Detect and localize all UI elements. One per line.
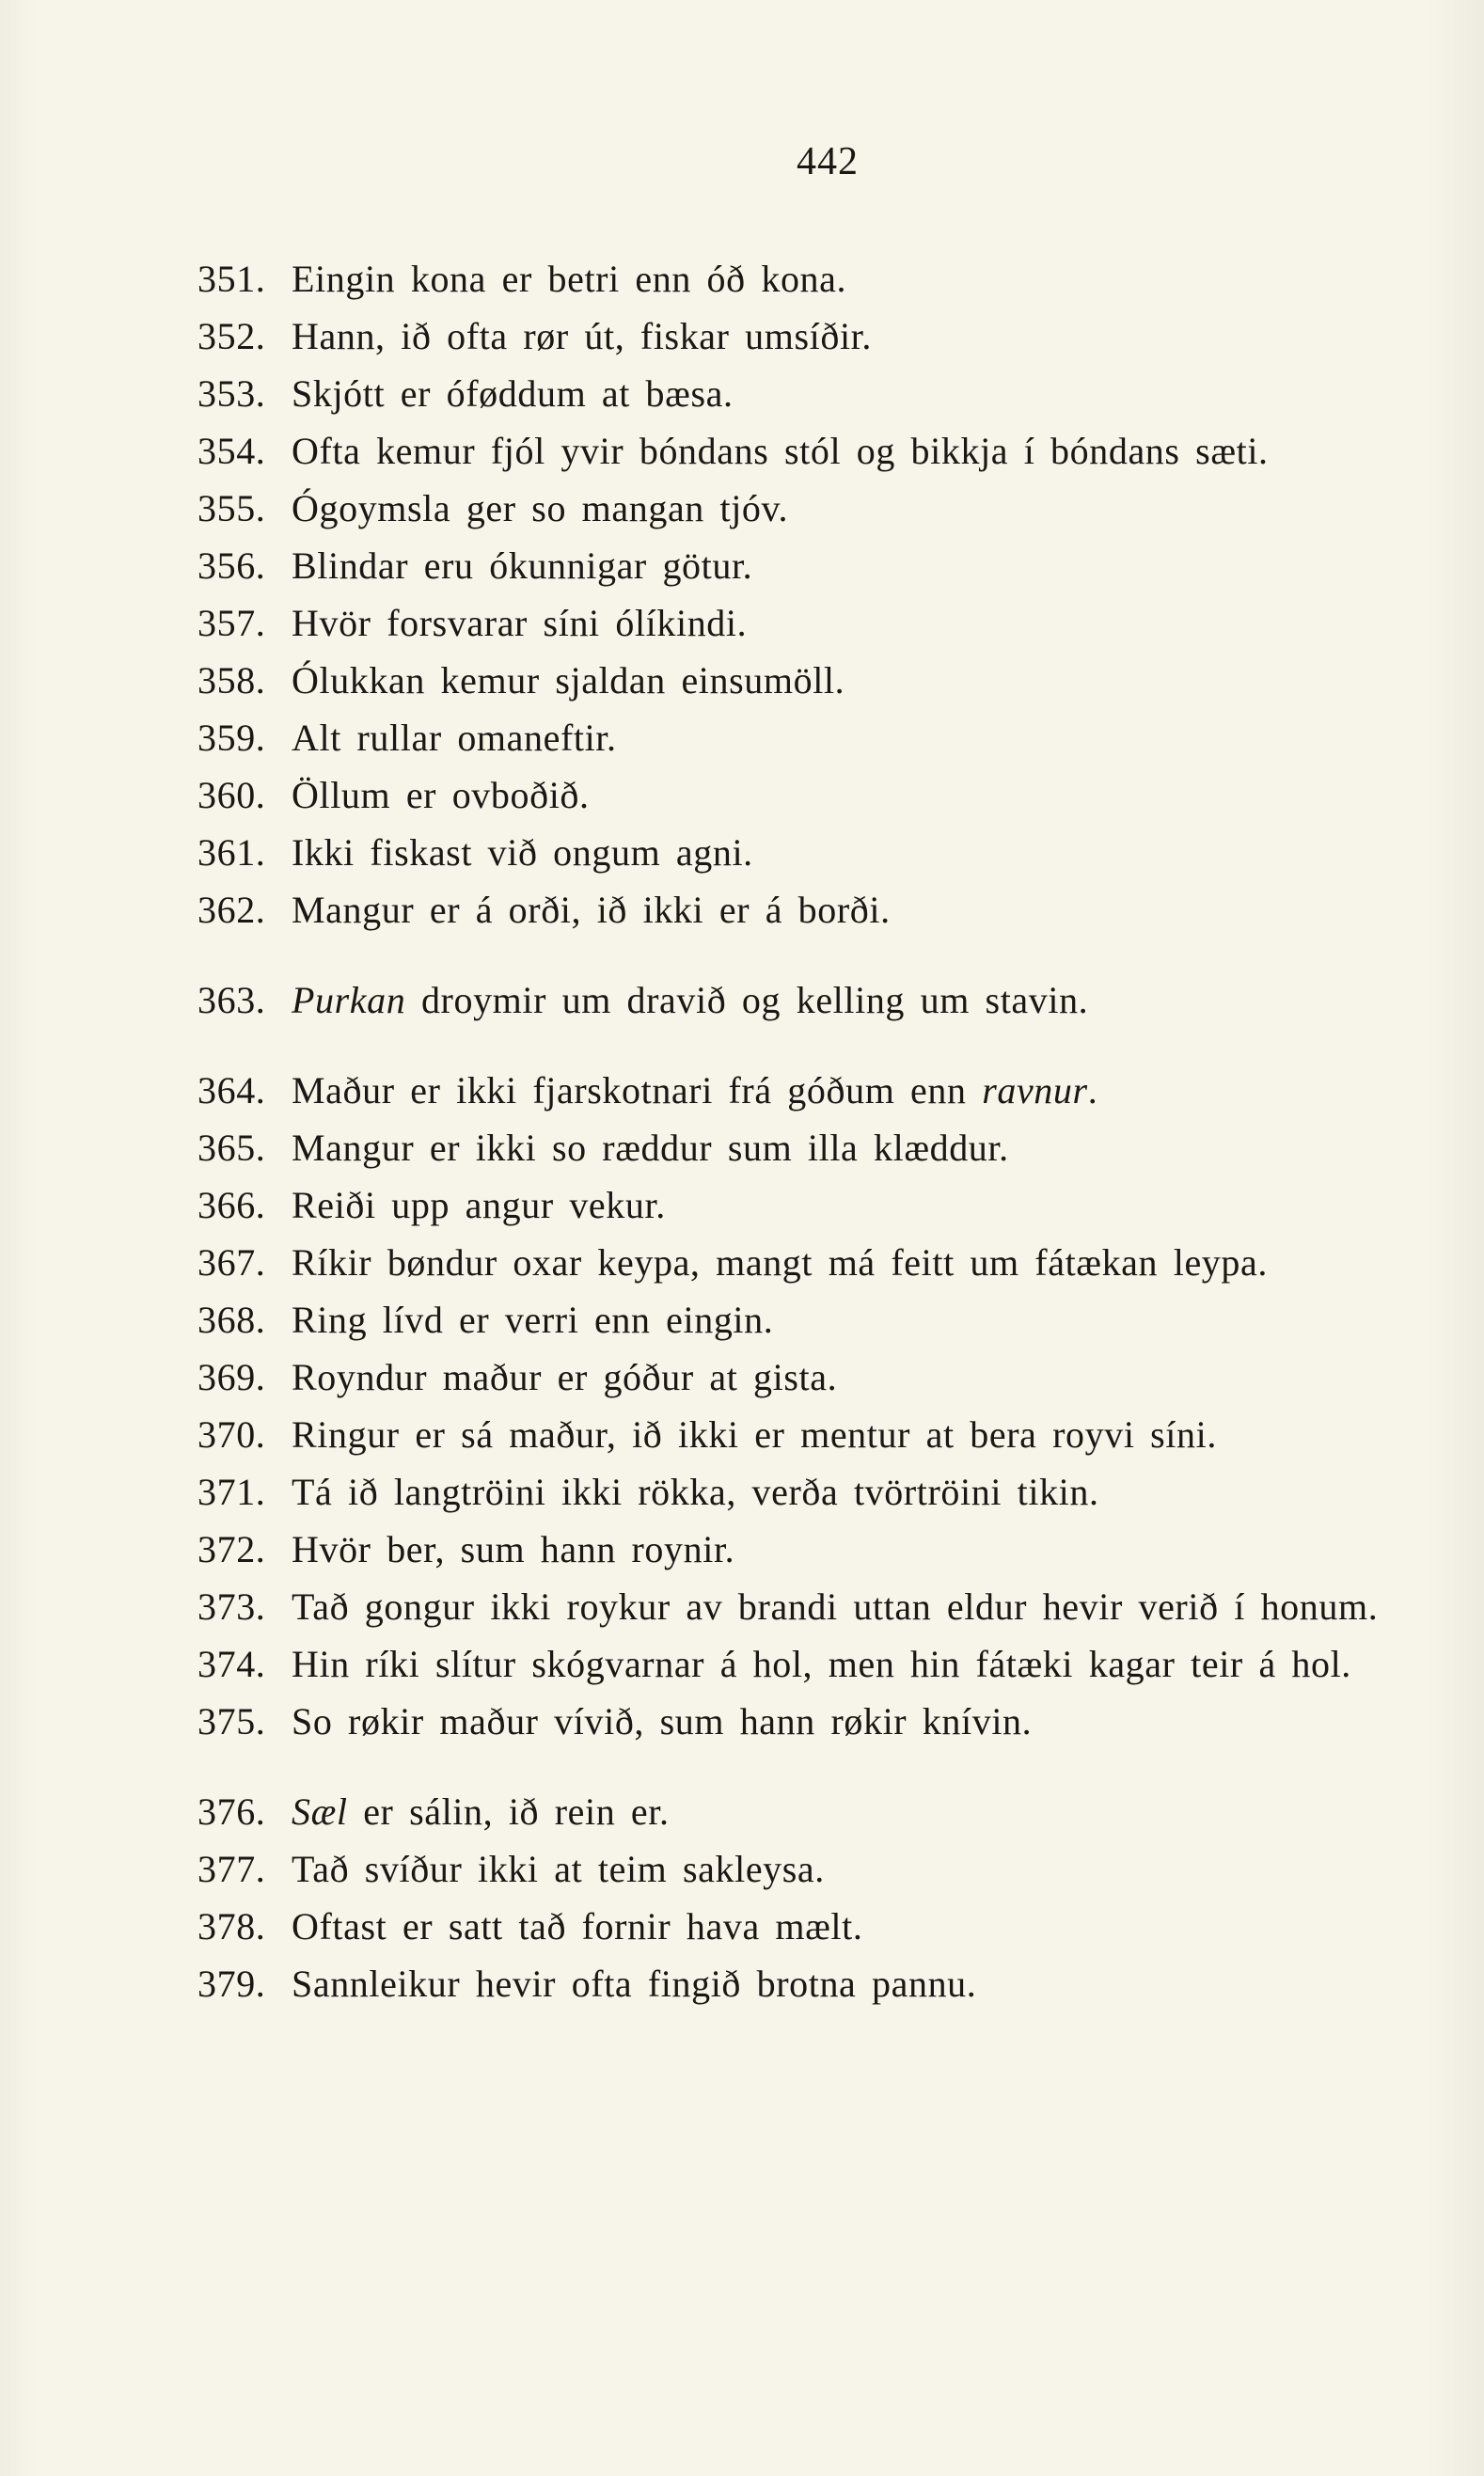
proverb-entry — [197, 766, 1439, 824]
proverb-text — [292, 365, 1439, 422]
proverb-text-segment: . — [1087, 1069, 1098, 1112]
proverb-number: 372. — [197, 1528, 266, 1570]
proverb-text-segment: Eingin kona er betri enn óð kona. — [292, 258, 847, 300]
proverb-number: 373. — [197, 1585, 266, 1628]
proverb-entry — [197, 1234, 1439, 1291]
proverb-number: 370. — [197, 1413, 266, 1456]
proverb-text — [292, 766, 1439, 824]
proverb-entry — [197, 537, 1439, 594]
proverb-entry — [197, 594, 1439, 652]
proverb-number: 360. — [197, 774, 266, 816]
proverb-text — [292, 824, 1439, 881]
proverb-number: 376. — [197, 1790, 266, 1833]
proverb-text-segment: Hin ríki slítur skógvarnar á hol, men hin fátæki kagar teir á hol. — [292, 1643, 1351, 1685]
proverb-text — [292, 1291, 1439, 1348]
proverb-entry — [197, 652, 1439, 709]
proverb-number: 358. — [197, 659, 266, 702]
proverb-entry — [197, 1062, 1439, 1119]
proverb-number: 364. — [197, 1069, 266, 1112]
proverb-text — [292, 1062, 1439, 1119]
proverb-entry — [197, 1635, 1439, 1693]
proverb-text-segment: Ӧllum er ovboðið. — [292, 774, 590, 816]
proverb-text-segment: Ring lívd er verri enn eingin. — [292, 1299, 774, 1341]
proverb-text — [292, 1234, 1439, 1291]
proverb-list — [197, 250, 1439, 2012]
proverb-number: 369. — [197, 1356, 266, 1398]
proverb-text-segment: So røkir maður vívið, sum hann røkir knívin. — [292, 1700, 1033, 1743]
proverb-text — [292, 1348, 1439, 1406]
proverb-text — [292, 480, 1439, 537]
proverb-entry — [197, 1578, 1439, 1635]
proverb-number: 359. — [197, 717, 266, 759]
proverb-text-segment: Skjótt er óføddum at bæsa. — [292, 372, 734, 415]
proverb-number: 351. — [197, 258, 266, 300]
proverb-text — [292, 1176, 1439, 1234]
proverb-number: 355. — [197, 487, 266, 529]
proverb-number: 374. — [197, 1643, 266, 1685]
proverb-text — [292, 971, 1439, 1029]
proverb-text — [292, 1521, 1439, 1578]
proverb-text — [292, 709, 1439, 766]
proverb-number: 357. — [197, 602, 266, 644]
proverb-text — [292, 1840, 1439, 1898]
proverb-entry — [197, 1898, 1439, 1955]
proverb-text — [292, 422, 1439, 480]
proverb-italic-word: Sæl — [292, 1790, 348, 1833]
proverb-entry — [197, 1955, 1439, 2012]
proverb-number: 363. — [197, 979, 266, 1021]
proverb-text-segment: Hvӧr ber, sum hann roynir. — [292, 1528, 735, 1570]
proverb-text-segment: Mangur er ikki so ræddur sum illa klæddur. — [292, 1127, 1009, 1169]
proverb-entry — [197, 422, 1439, 480]
proverb-text — [292, 1463, 1439, 1521]
proverb-number: 367. — [197, 1241, 266, 1284]
proverb-entry — [197, 709, 1439, 766]
proverb-text-segment: Blindar eru ókunnigar gӧtur. — [292, 544, 753, 587]
proverb-text-segment: droymir um dravið og kelling um stavin. — [405, 979, 1089, 1021]
proverb-text — [292, 594, 1439, 652]
proverb-text — [292, 1955, 1439, 2012]
proverb-text — [292, 537, 1439, 594]
proverb-text — [292, 250, 1439, 308]
proverb-text-segment: Tað svíður ikki at teim sakleysa. — [292, 1848, 825, 1890]
proverb-text-segment: Tað gongur ikki roykur av brandi uttan eldur hevir verið í honum. — [292, 1585, 1379, 1628]
proverb-entry — [197, 881, 1439, 938]
proverb-entry — [197, 250, 1439, 308]
proverb-text-segment: Royndur maður er góður at gista. — [292, 1356, 838, 1398]
proverb-number: 353. — [197, 372, 266, 415]
proverb-text-segment: Ringur er sá maður, ið ikki er mentur at bera royvi síni. — [292, 1413, 1217, 1456]
proverb-text — [292, 1693, 1439, 1750]
proverb-entry — [197, 1406, 1439, 1463]
proverb-italic-word: ravnur — [982, 1069, 1088, 1112]
proverb-entry — [197, 1463, 1439, 1521]
proverb-text — [292, 1578, 1439, 1635]
proverb-text — [292, 1898, 1439, 1955]
proverb-text-segment: Hann, ið ofta rør út, fiskar umsíðir. — [292, 315, 872, 357]
proverb-text-segment: Hvӧr forsvarar síni ólíkindi. — [292, 602, 748, 644]
proverb-entry — [197, 971, 1439, 1029]
proverb-entry — [197, 480, 1439, 537]
proverb-number: 365. — [197, 1127, 266, 1169]
proverb-entry — [197, 365, 1439, 422]
proverb-text-segment: er sálin, ið rein er. — [347, 1790, 670, 1833]
proverb-number: 362. — [197, 889, 266, 931]
proverb-number: 356. — [197, 544, 266, 587]
proverb-text-segment: Mangur er á orði, ið ikki er á borði. — [292, 889, 891, 931]
proverb-text — [292, 1635, 1439, 1693]
proverb-text-segment: Ikki fiskast við ongum agni. — [292, 831, 753, 874]
proverb-number: 366. — [197, 1184, 266, 1226]
proverb-italic-word: Purkan — [292, 979, 406, 1021]
proverb-text-segment: Ríkir bøndur oxar keypa, mangt má feitt um fátækan leypa. — [292, 1241, 1268, 1284]
proverb-number: 379. — [197, 1963, 266, 2005]
proverb-entry — [197, 1348, 1439, 1406]
proverb-text — [292, 1783, 1439, 1840]
proverb-text-segment: Sannleikur hevir ofta fingið brotna pannu. — [292, 1963, 977, 2005]
proverb-text-segment: Ólukkan kemur sjaldan einsumӧll. — [292, 659, 845, 702]
proverb-text-segment: Tá ið langtrӧini ikki rӧkka, verða tvӧrtrӧini tikin. — [292, 1471, 1099, 1513]
proverb-number: 371. — [197, 1471, 266, 1513]
proverb-entry — [197, 1783, 1439, 1840]
proverb-text — [292, 652, 1439, 709]
proverb-text — [292, 1406, 1439, 1463]
proverb-number: 361. — [197, 831, 266, 874]
proverb-entry — [197, 824, 1439, 881]
proverb-number: 368. — [197, 1299, 266, 1341]
proverb-entry — [197, 308, 1439, 365]
proverb-text — [292, 308, 1439, 365]
proverb-text-segment: Alt rullar omaneftir. — [292, 717, 617, 759]
proverb-entry — [197, 1119, 1439, 1176]
proverb-entry — [197, 1521, 1439, 1578]
proverb-number: 352. — [197, 315, 266, 357]
page-number: 442 — [797, 140, 859, 183]
proverb-text-segment: Reiði upp angur vekur. — [292, 1184, 666, 1226]
proverb-entry — [197, 1176, 1439, 1234]
proverb-number: 375. — [197, 1700, 266, 1743]
proverb-text-segment: Maður er ikki fjarskotnari frá góðum enn — [292, 1069, 983, 1112]
proverb-entry — [197, 1291, 1439, 1348]
proverb-number: 377. — [197, 1848, 266, 1890]
proverb-number: 354. — [197, 430, 266, 472]
proverb-text-segment: Ógoymsla ger so mangan tjóv. — [292, 487, 789, 529]
proverb-text — [292, 1119, 1439, 1176]
proverb-entry — [197, 1693, 1439, 1750]
proverb-entry — [197, 1840, 1439, 1898]
proverb-number: 378. — [197, 1905, 266, 1948]
proverb-text — [292, 881, 1439, 938]
proverb-text-segment: Oftast er satt tað fornir hava mælt. — [292, 1905, 863, 1948]
proverb-text-segment: Ofta kemur fjól yvir bóndans stól og bikkja í bóndans sæti. — [292, 430, 1269, 472]
